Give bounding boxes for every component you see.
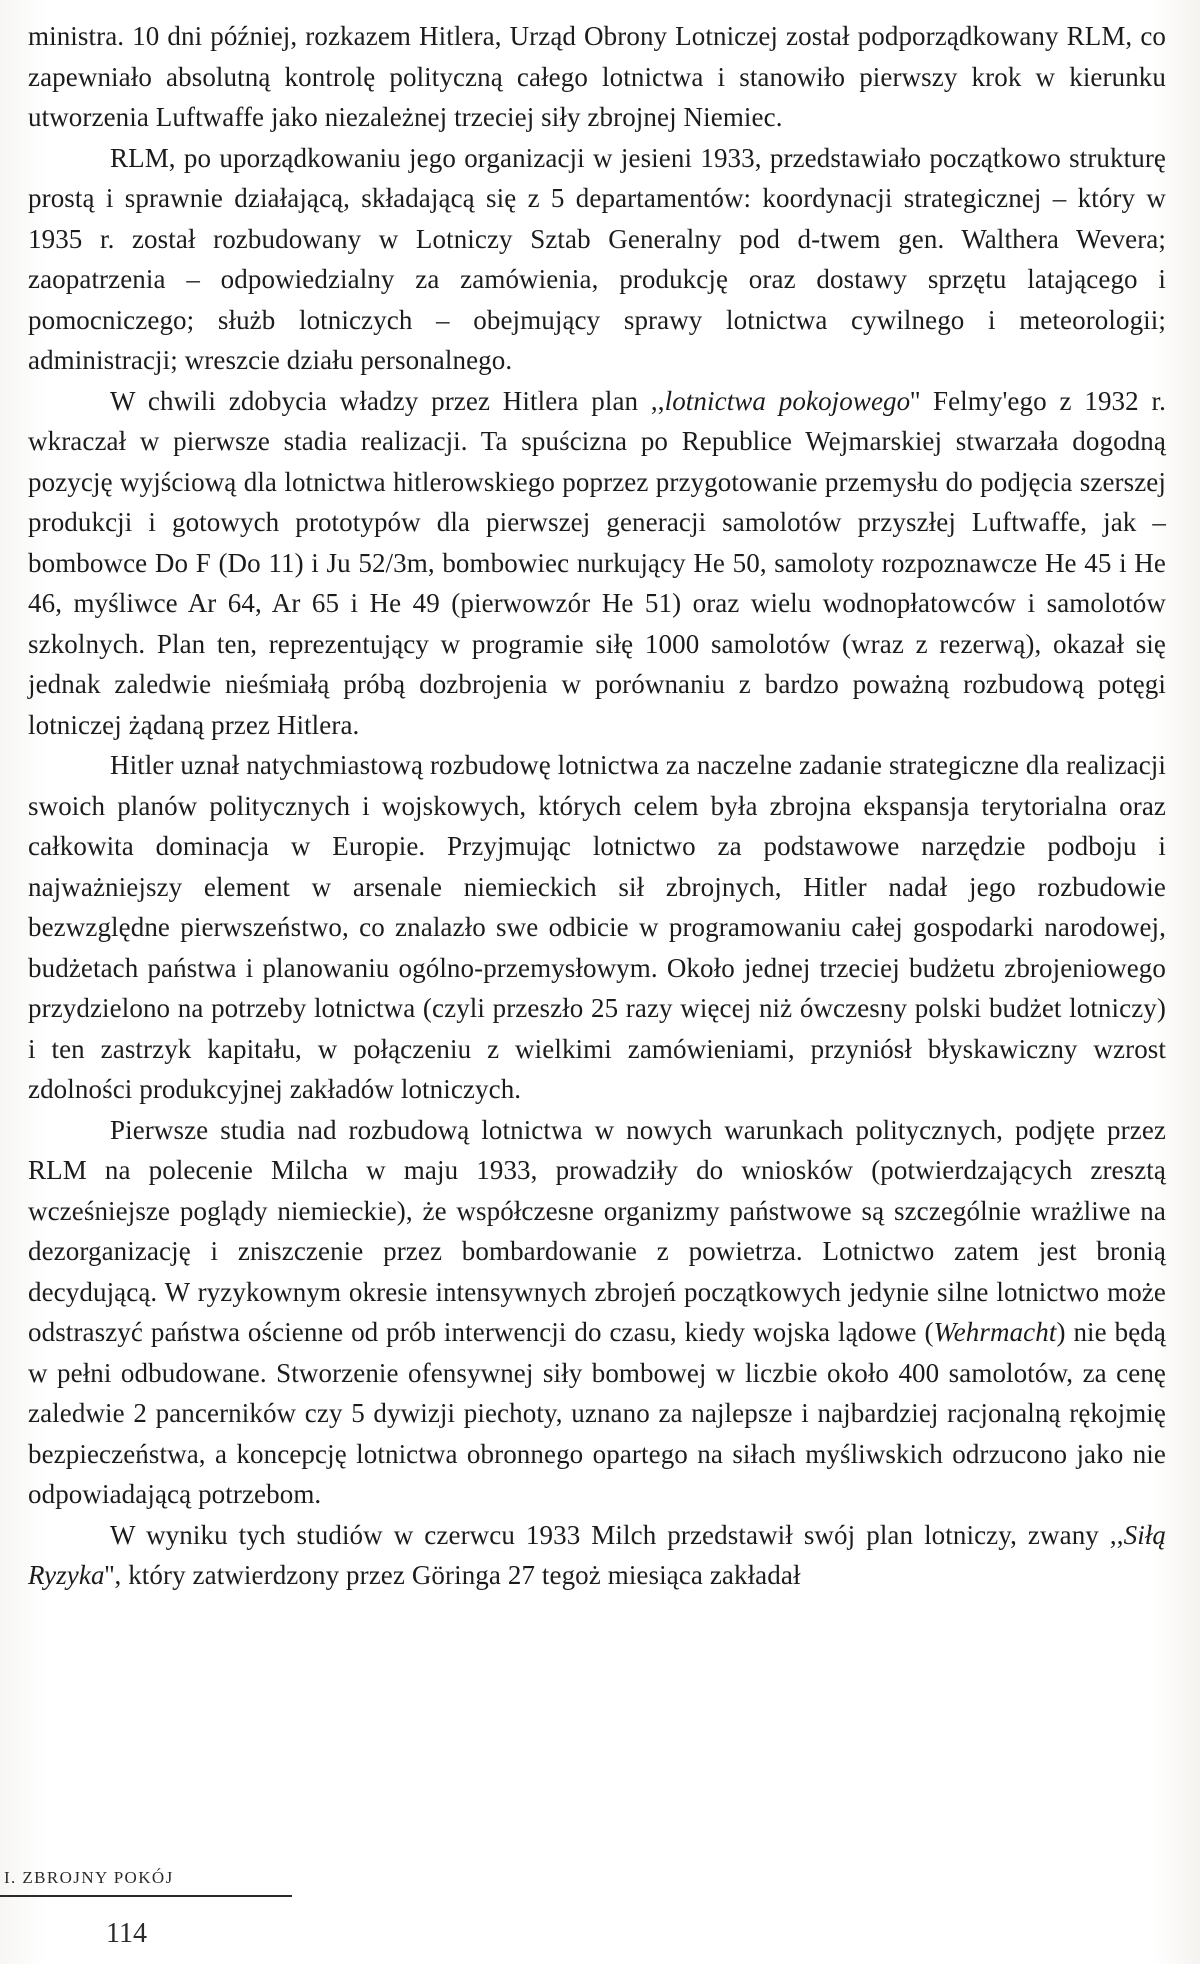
text-segment: Hitler uznał natychmiastową rozbudowę lotnictwa za naczelne zadanie strategiczne dla realizacji swoich planów politycznych i wojskowych, których celem była zbrojna ekspansja terytorialna oraz całkowita dominacja w Europie. Przyjmując lotnictwo za podstawowe narzędzie podboju i najważniejszy element w arsenale niemieckich sił zbrojnych, Hitler nadał jego rozbudowie bezwzględne pierwszeństwo, co znalazło swe odbicie w programowaniu całej gospodarki narodowej, budżetach państwa i planowaniu ogólno-przemysłowym. Około jednej trzeciej budżetu zbrojeniowego przydzielono na potrzeby lotnictwa (czyli przeszło 25 razy więcej niż ówczesny polski budżet lotniczy) i ten zastrzyk kapitału, w połączeniu z wielkimi zamówieniami, przyniósł błyskawiczny wzrost zdolności produkcyjnej zakładów lotniczych. — [28, 750, 1166, 1104]
italic-text: lotnictwa pokojowego — [664, 385, 911, 416]
running-head: I. ZBROJNY POKÓJ — [4, 1868, 174, 1887]
text-segment: '' Felmy'ego z 1932 r. wkraczał w pierwsze stadia realizacji. Ta spuścizna po Republice Wejmarskiej stwarzała dogodną pozycję wyjściową dla lotnictwa hitlerowskiego poprzez przygotowanie przemysłu do podjęcia szerszej produkcji i gotowych prototypów dla pierwszej generacji samolotów przyszłej Luftwaffe, jak – bombowce Do F (Do 11) i Ju 52/3m, bombowiec nurkujący He 50, samoloty rozpoznawcze He 45 i He 46, myśliwce Ar 64, Ar 65 i He 49 (pierwowzór He 51) oraz wielu wodnopłatowców i samolotów szkolnych. Plan ten, reprezentujący w programie siłę 1000 samolotów (wraz z rezerwą), okazał się jednak zaledwie nieśmiałą próbą dozbrojenia w porównaniu z bardzo poważną rozbudową potęgi lotniczej żądaną przez Hitlera. — [28, 385, 1166, 740]
paragraph-5 — [28, 1110, 1166, 1515]
text-segment: W chwili zdobycia władzy przez Hitlera plan ,, — [110, 385, 665, 416]
page-number: 114 — [106, 1918, 147, 1949]
text-segment: '', który zatwierdzony przez Göringa 27 tegoż miesiąca zakładał — [104, 1560, 801, 1590]
text-segment: RLM, po uporządkowaniu jego organizacji w jesieni 1933, przedstawiało początkowo strukturę prostą i sprawnie działającą, składającą się z 5 departamentów: koordynacji strategicznej – który w 1935 r. został rozbudowany w Lotniczy Sztab Generalny pod d-twem gen. Walthera Wevera; zaopatrzenia – odpowiedzialny za zamówienia, produkcję oraz dostawy sprzętu latającego i pomocniczego; służb lotniczych – obejmujący sprawy lotnictwa cywilnego i meteorologii; administracji; wreszcie działu personalnego. — [28, 142, 1166, 375]
paragraph-4 — [28, 745, 1166, 1110]
paragraph-3 — [28, 381, 1166, 746]
text-segment: Pierwsze studia nad rozbudową lotnictwa w nowych warunkach politycznych, podjęte przez RLM na polecenie Milcha w maju 1933, prowadziły do wniosków (potwierdzających zresztą wcześniejsze poglądy niemieckie), że współczesne organizmy państwowe są szczególnie wrażliwe na dezorganizację i zniszczenie przez bombardowanie z powietrza. Lotnictwo zatem jest bronią decydującą. W ryzykownym okresie intensywnych zbrojeń początkowych jedynie silne lotnictwo może odstraszyć państwa ościenne od prób interwencji do czasu, kiedy wojska lądowe ( — [28, 1114, 1166, 1347]
text-segment: W wyniku tych studiów w czerwcu 1933 Milch przedstawił swój plan lotniczy, zwany ,, — [110, 1519, 1124, 1550]
paragraph-6 — [28, 1515, 1166, 1596]
text-segment: ministra. 10 dni później, rozkazem Hitlera, Urząd Obrony Lotniczej został podporządkowany RLM, co zapewniało absolutną kontrolę polityczną całego lotnictwa i stanowiło pierwszy krok w kierunku utworzenia Luftwaffe jako niezależnej trzeciej siły zbrojnej Niemiec. — [28, 21, 1166, 132]
text-segment: ) nie będą w pełni odbudowane. Stworzenie ofensywnej siły bombowej w liczbie około 400 samolotów, za cenę zaledwie 2 pancerników czy 5 dywizji piechoty, uznano za najlepsze i najbardziej racjonalną rękojmię bezpieczeństwa, a koncepcję lotnictwa obronnego opartego na siłach myśliwskich odrzucono jako nie odpowiadającą potrzebom. — [28, 1317, 1166, 1509]
body-text — [28, 16, 1166, 1596]
italic-text: Wehrmacht — [933, 1317, 1057, 1347]
italic-text: Siłą Ryzyka — [28, 1519, 1166, 1590]
paragraph-2 — [28, 138, 1166, 381]
paragraph-1 — [28, 16, 1166, 138]
footer-divider — [0, 1895, 292, 1897]
